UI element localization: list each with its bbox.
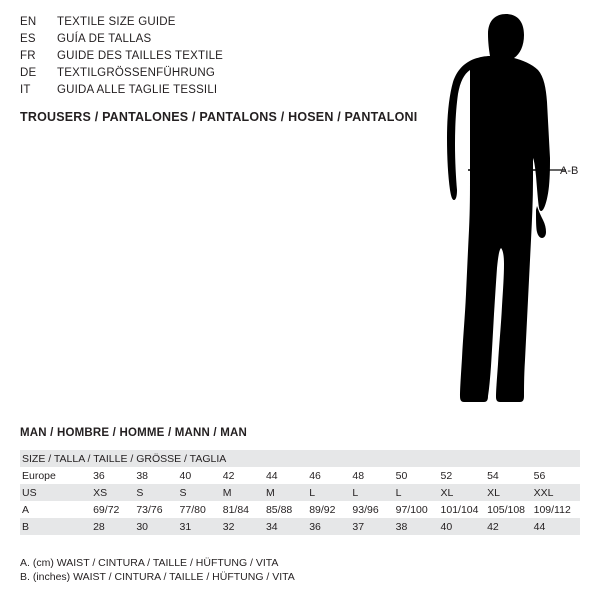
language-text: GUIDA ALLE TAGLIE TESSILI xyxy=(57,84,218,96)
table-cell: 48 xyxy=(352,469,365,482)
table-cell: 109/112 xyxy=(533,503,571,516)
language-text: GUÍA DE TALLAS xyxy=(57,33,152,45)
table-cell: 101/104 xyxy=(440,503,479,516)
table-cell: 81/84 xyxy=(222,503,250,516)
table-cell: 89/92 xyxy=(309,503,336,516)
table-row xyxy=(20,467,580,484)
language-row xyxy=(20,50,400,67)
table-cell: XXL xyxy=(534,484,580,501)
footnote-a: A. (cm) WAIST / CINTURA / TAILLE / HÜFTUNG / VITA xyxy=(20,557,279,569)
table-row-label: A xyxy=(22,503,30,516)
man-silhouette-figure xyxy=(400,10,600,410)
section-title: TROUSERS / PANTALONES / PANTALONS / HOSEN / PANTALONI xyxy=(20,110,418,124)
footnotes xyxy=(20,556,295,584)
language-text: TEXTILGRÖSSENFÜHRUNG xyxy=(57,67,215,79)
language-code: DE xyxy=(20,67,37,79)
table-cell: 85/88 xyxy=(265,503,293,516)
language-code: FR xyxy=(20,50,36,62)
table-cell: 32 xyxy=(223,518,266,535)
footnote-b: B. (inches) WAIST / CINTURA / TAILLE / HÜFTUNG / VITA xyxy=(20,571,295,583)
silhouette-icon xyxy=(400,10,600,410)
table-cell: 28 xyxy=(93,518,136,535)
table-cell: 54 xyxy=(487,469,499,482)
table-row-label: SIZE / TALLA / TAILLE / GRÖSSE / TAGLIA xyxy=(20,450,580,467)
table-cell: 37 xyxy=(352,518,395,535)
table-cell: 93/96 xyxy=(352,503,379,516)
table-cell: L xyxy=(309,484,352,501)
table-cell: 50 xyxy=(395,469,408,482)
table-cell: 77/80 xyxy=(179,503,206,516)
language-row xyxy=(20,33,400,50)
table-title: MAN / HOMBRE / HOMME / MANN / MAN xyxy=(20,427,248,439)
table-cell: 30 xyxy=(136,518,179,535)
table-cell: 31 xyxy=(180,518,223,535)
table-row-label: US xyxy=(20,484,93,501)
table-cell: 69/72 xyxy=(93,503,120,516)
table-cell: L xyxy=(352,484,395,501)
table-cell: 52 xyxy=(440,469,453,482)
table-cell: 46 xyxy=(309,469,321,482)
table-cell: 34 xyxy=(266,518,309,535)
table-cell: 40 xyxy=(179,469,192,482)
table-cell: 36 xyxy=(309,518,352,535)
language-text: TEXTILE SIZE GUIDE xyxy=(57,16,176,28)
table-cell: M xyxy=(223,484,266,501)
table-row-header xyxy=(20,450,580,467)
language-code: IT xyxy=(20,84,31,96)
table-cell: S xyxy=(136,484,179,501)
table-cell: 40 xyxy=(441,518,488,535)
table-cell: XS xyxy=(93,484,136,501)
language-header xyxy=(20,16,400,101)
table-row xyxy=(20,501,580,518)
table-cell: 42 xyxy=(222,469,235,482)
measure-label-ab: A-B xyxy=(560,165,579,177)
table-row xyxy=(20,518,580,535)
table-cell: L xyxy=(396,484,441,501)
table-cell: 36 xyxy=(93,469,105,482)
table-cell: XL xyxy=(487,484,534,501)
language-row xyxy=(20,16,400,33)
table-row-label: B xyxy=(20,518,93,535)
table-cell: 38 xyxy=(396,518,441,535)
table-cell: 73/76 xyxy=(136,503,163,516)
table-row-label: Europe xyxy=(22,469,56,482)
table-cell: 44 xyxy=(534,518,580,535)
table-cell: XL xyxy=(441,484,488,501)
table-cell: 105/108 xyxy=(487,503,526,516)
size-table xyxy=(20,450,580,535)
language-row xyxy=(20,84,400,101)
language-code: EN xyxy=(20,16,37,28)
table-cell: 38 xyxy=(136,469,148,482)
language-code: ES xyxy=(20,33,36,45)
table-row xyxy=(20,484,580,501)
table-cell: 97/100 xyxy=(395,503,428,516)
language-text: GUIDE DES TAILLES TEXTILE xyxy=(57,50,224,62)
table-cell: M xyxy=(266,484,309,501)
table-cell: 56 xyxy=(533,469,546,482)
table-cell: 42 xyxy=(487,518,534,535)
language-row xyxy=(20,67,400,84)
table-cell: 44 xyxy=(265,469,278,482)
table-cell: S xyxy=(180,484,223,501)
